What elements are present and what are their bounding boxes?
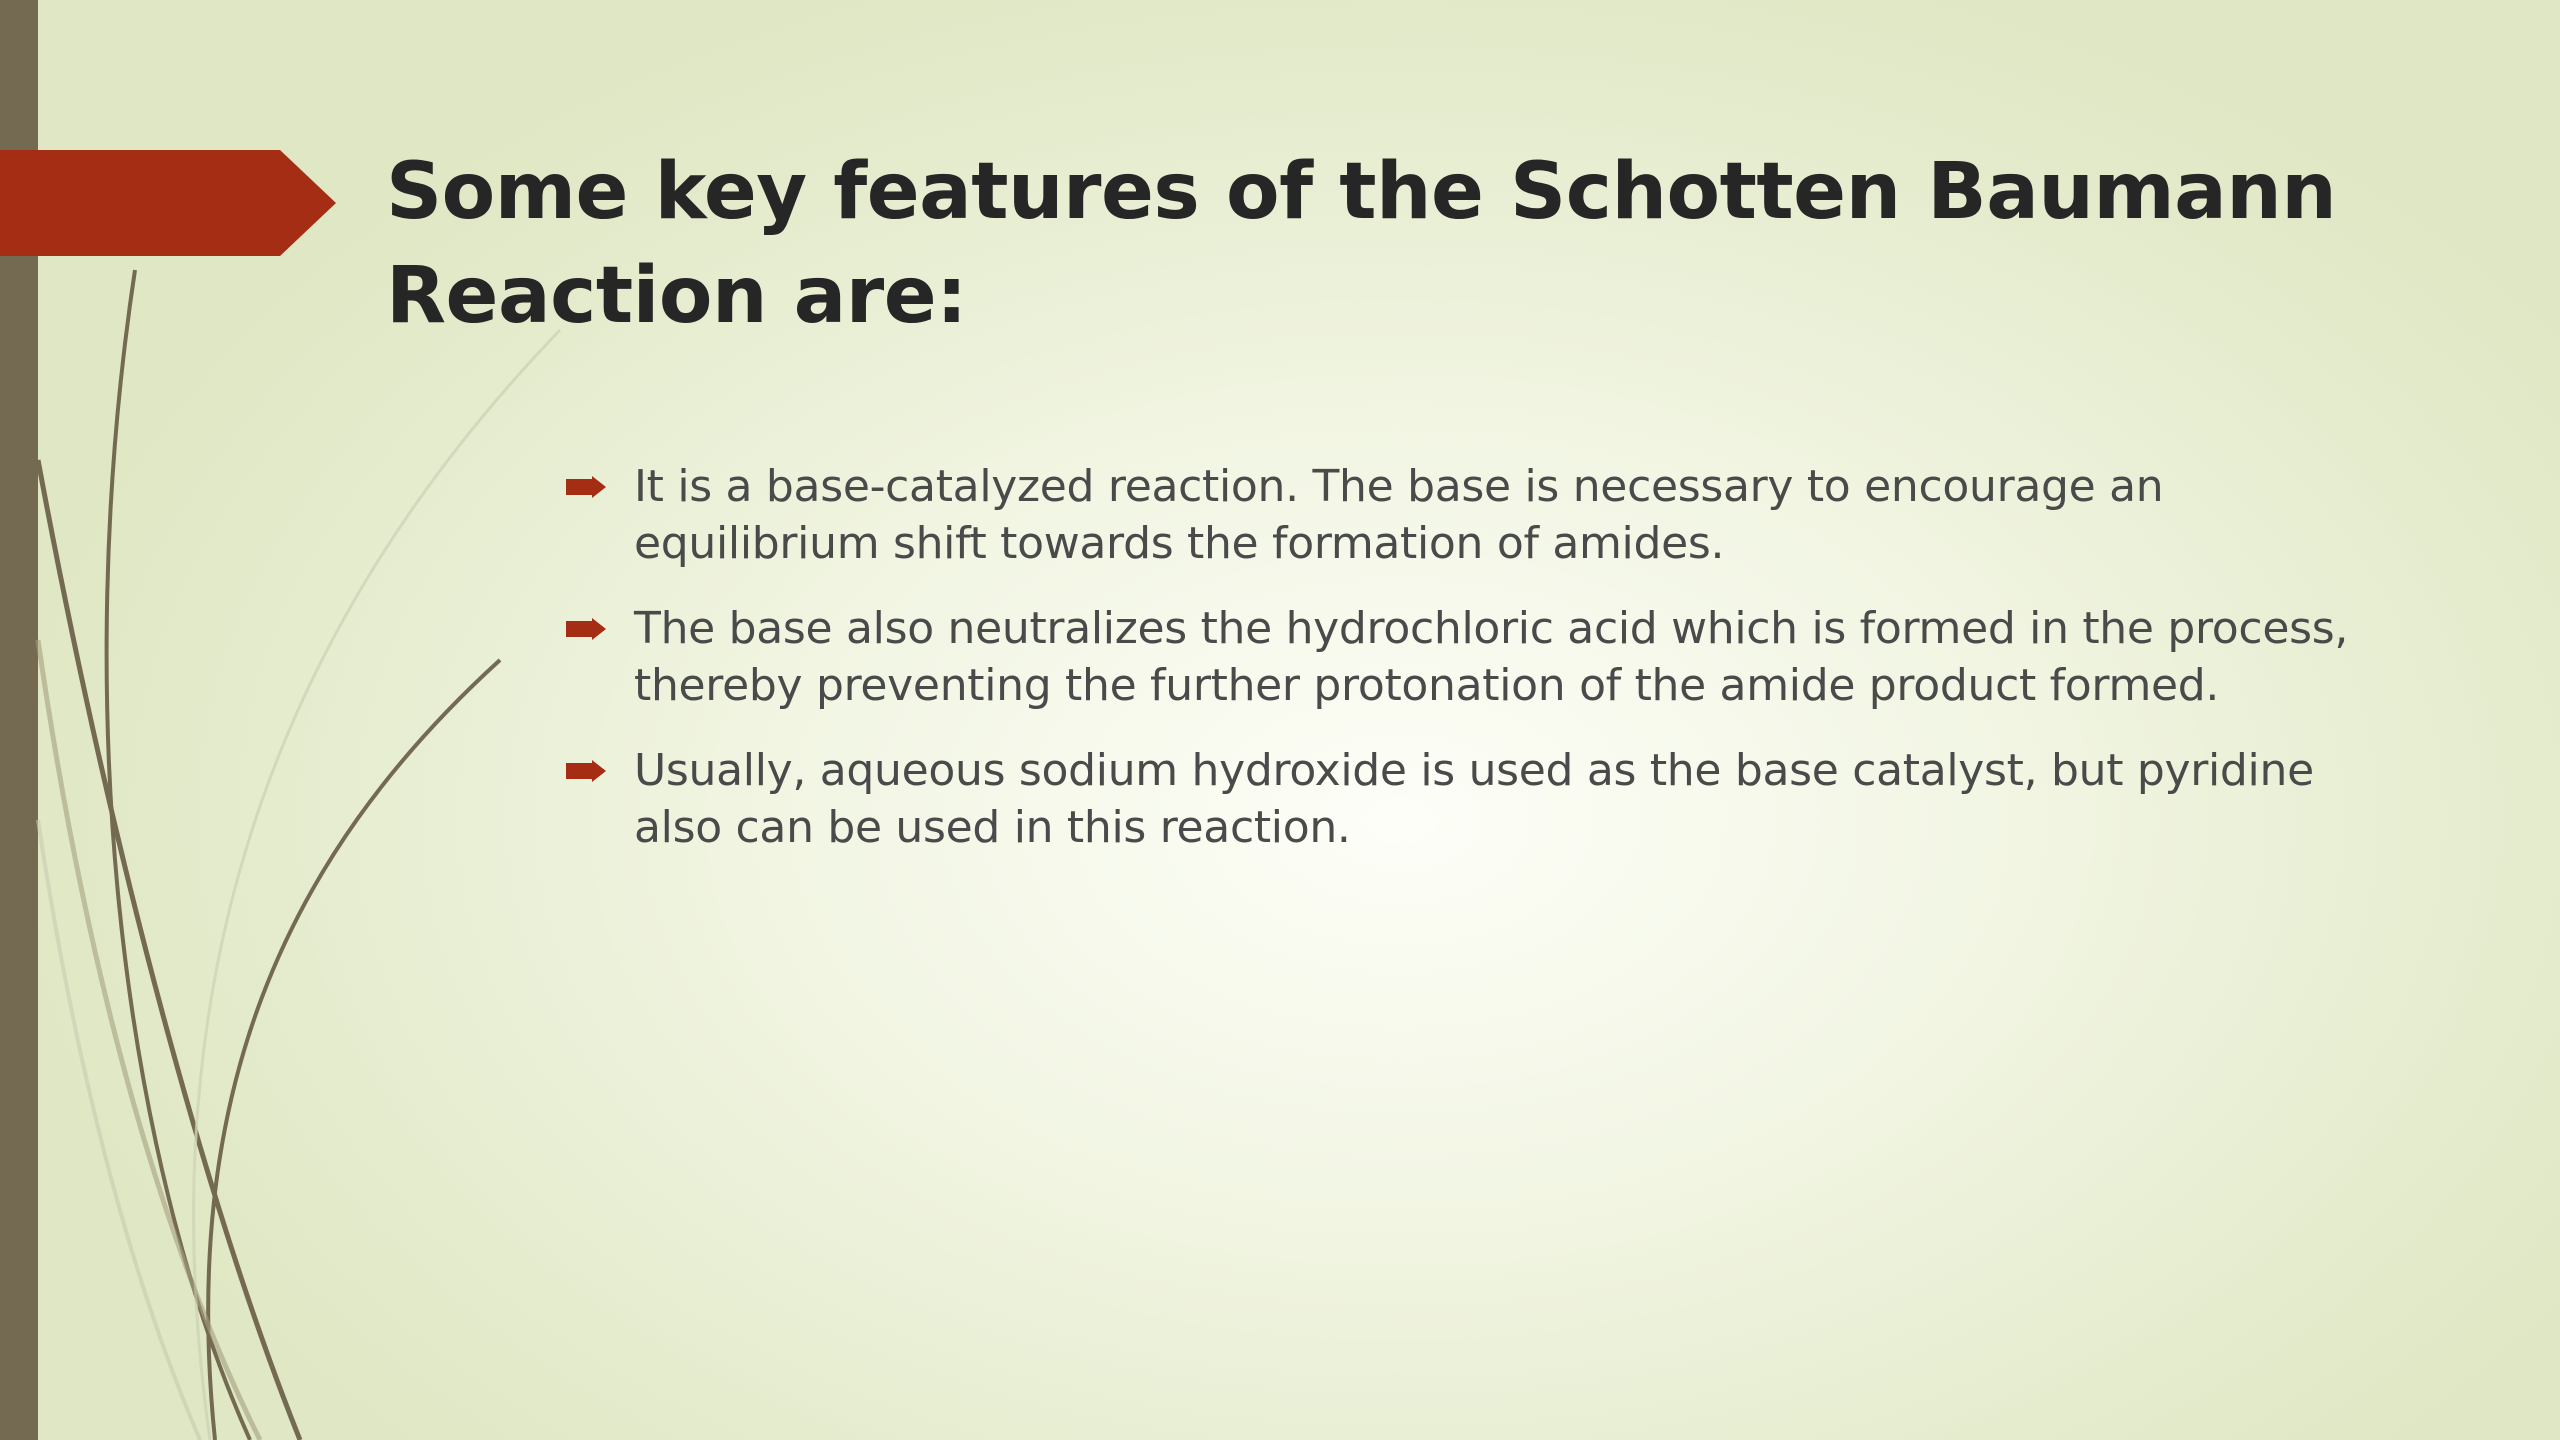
bullet-text: The base also neutralizes the hydrochloric acid which is formed in the process, thereby preventing the further protonation of the amide product formed.	[634, 603, 2349, 711]
slide-title: Some key features of the Schotten Baumann Reaction are:	[386, 147, 2337, 341]
bullet-item	[560, 458, 2360, 572]
bullet-item	[560, 742, 2360, 856]
arrow-bullet-icon	[566, 618, 606, 640]
bullet-item	[560, 600, 2360, 714]
bullet-list	[560, 458, 2360, 884]
title-arrow-icon	[0, 150, 336, 256]
arrow-bullet-icon	[566, 760, 606, 782]
bullet-text: Usually, aqueous sodium hydroxide is used as the base catalyst, but pyridine also can be used in this reaction.	[634, 745, 2314, 853]
arrow-bullet-icon	[566, 476, 606, 498]
bullet-text: It is a base-catalyzed reaction. The base is necessary to encourage an equilibrium shift towards the formation of amides.	[634, 461, 2164, 569]
